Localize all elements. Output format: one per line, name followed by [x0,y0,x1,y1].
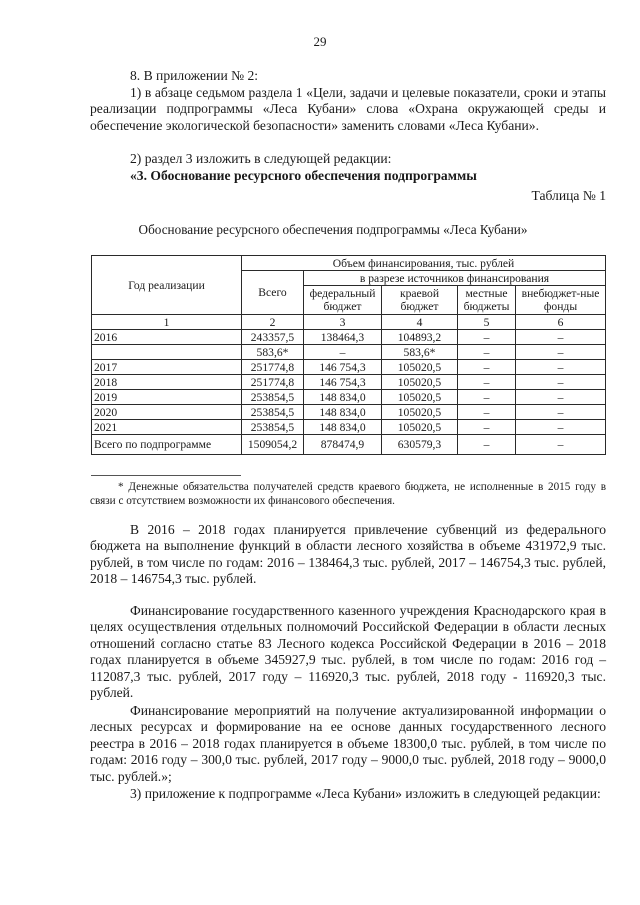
header-federal: федеральный бюджет [304,286,382,315]
cell-local: – [458,345,516,360]
cell-local: – [458,375,516,390]
cell-total: 1509054,2 [242,435,304,455]
header-total: Всего [242,271,304,315]
column-number: 4 [382,315,458,330]
cell-regional: 105020,5 [382,390,458,405]
cell-total: 253854,5 [242,390,304,405]
cell-federal: 138464,3 [304,330,382,345]
table-number: Таблица № 1 [531,188,606,203]
body-paragraph-forest-registry: Финансирование мероприятий на получение актуализированной информации о лесных ресурсах и формирование на ее основе данных государственного лесного реестра в 2016 – 2018 годах планируется в объеме 18300,0 тыс. рублей, в том числе по годам: 2016 году – 300,0 тыс. рублей, 2017 году – 9000,0 тыс. рублей, 2018 году – 9000,0 тыс. рублей.»; [90,703,606,784]
cell-local: – [458,405,516,420]
cell-year: 2019 [92,390,242,405]
column-number: 1 [92,315,242,330]
cell-offbudget: – [516,405,606,420]
footnote-divider [91,475,241,476]
intro-amendment-2: 2) раздел 3 изложить в следующей редакции: [130,151,392,166]
page-number: 29 [313,34,327,49]
cell-local: – [458,360,516,375]
table-row [92,330,606,345]
cell-offbudget: – [516,420,606,435]
cell-total-label: Всего по подпрограмме [92,435,242,455]
header-volume: Объем финансирования, тыс. рублей [242,256,606,271]
financing-table [91,255,606,455]
body-paragraph-appendix: 3) приложение к подпрограмме «Леса Кубани» изложить в следующей редакции: [130,786,601,801]
header-year: Год реализации [92,256,242,315]
cell-offbudget: – [516,435,606,455]
intro-item-8: 8. В приложении № 2: [130,68,259,83]
cell-total: 251774,8 [242,360,304,375]
table-row [92,375,606,390]
cell-regional: 583,6* [382,345,458,360]
cell-year: 2016 [92,330,242,345]
table-row [92,390,606,405]
intro-amendment-1: 1) в абзаце седьмом раздела 1 «Цели, задачи и целевые показатели, сроки и этапы реализации подпрограммы «Леса Кубани» слова «Охрана окружающей среды и обеспечение экологической безопасности» заменить словами «Леса Кубани». [90,85,606,133]
table-row [92,420,606,435]
cell-federal: 146 754,3 [304,375,382,390]
cell-total: 253854,5 [242,405,304,420]
cell-regional: 105020,5 [382,360,458,375]
cell-offbudget: – [516,345,606,360]
footnote: * Денежные обязательства получателей средств краевого бюджета, не исполненные в 2015 году в связи с отсутствием возможности их финансового обеспечения. [90,481,606,507]
cell-federal: 146 754,3 [304,360,382,375]
cell-local: – [458,390,516,405]
cell-regional: 105020,5 [382,405,458,420]
body-paragraph-subventions: В 2016 – 2018 годах планируется привлечение субвенций из федерального бюджета на выполнение функций в области лесного хозяйства в объеме 431972,9 тыс. рублей, в том числе по годам: 2016 – 138464,3 тыс. рублей, 2017 – 146754,3 тыс. рублей, 2018 – 146754,3 тыс. рублей. [90,522,606,587]
cell-federal: 148 834,0 [304,390,382,405]
cell-regional: 630579,3 [382,435,458,455]
section-heading: «3. Обоснование ресурсного обеспечения подпрограммы [130,168,477,183]
table-row [92,345,606,360]
cell-year: 2018 [92,375,242,390]
column-number: 3 [304,315,382,330]
cell-offbudget: – [516,360,606,375]
table-row [92,405,606,420]
table-row [92,360,606,375]
header-regional: краевой бюджет [382,286,458,315]
body-paragraph-institution: Финансирование государственного казенного учреждения Краснодарского края в целях осуществления отдельных полномочий Российской Федерации в области лесных отношений согласно статье 83 Лесного кодекса Российской Федерации в 2016 – 2018 годах планируется в объеме 345927,9 тыс. рублей, в том числе по годам: 2016 год – 112087,3 тыс. рублей, 2017 году – 116920,3 тыс. рублей, 2018 году - 116920,3 тыс. рублей. [90,603,606,701]
cell-year: 2017 [92,360,242,375]
header-offbudget: внебюджет-ные фонды [516,286,606,315]
cell-offbudget: – [516,390,606,405]
cell-offbudget: – [516,375,606,390]
cell-regional: 105020,5 [382,420,458,435]
cell-year [92,345,242,360]
cell-regional: 104893,2 [382,330,458,345]
column-number: 2 [242,315,304,330]
cell-total: 583,6* [242,345,304,360]
cell-offbudget: – [516,330,606,345]
cell-federal: 148 834,0 [304,420,382,435]
cell-local: – [458,420,516,435]
cell-total: 251774,8 [242,375,304,390]
cell-year: 2020 [92,405,242,420]
column-number-row [92,315,606,330]
cell-local: – [458,435,516,455]
cell-year: 2021 [92,420,242,435]
cell-local: – [458,330,516,345]
cell-total: 243357,5 [242,330,304,345]
header-local: местные бюджеты [458,286,516,315]
column-number: 6 [516,315,606,330]
cell-regional: 105020,5 [382,375,458,390]
column-number: 5 [458,315,516,330]
total-row [92,435,606,455]
header-row [92,256,606,271]
cell-total: 253854,5 [242,420,304,435]
cell-federal: 878474,9 [304,435,382,455]
cell-federal: – [304,345,382,360]
header-by-source: в разрезе источников финансирования [304,271,606,286]
table-caption: Обоснование ресурсного обеспечения подпрограммы «Леса Кубани» [138,222,528,237]
cell-federal: 148 834,0 [304,405,382,420]
